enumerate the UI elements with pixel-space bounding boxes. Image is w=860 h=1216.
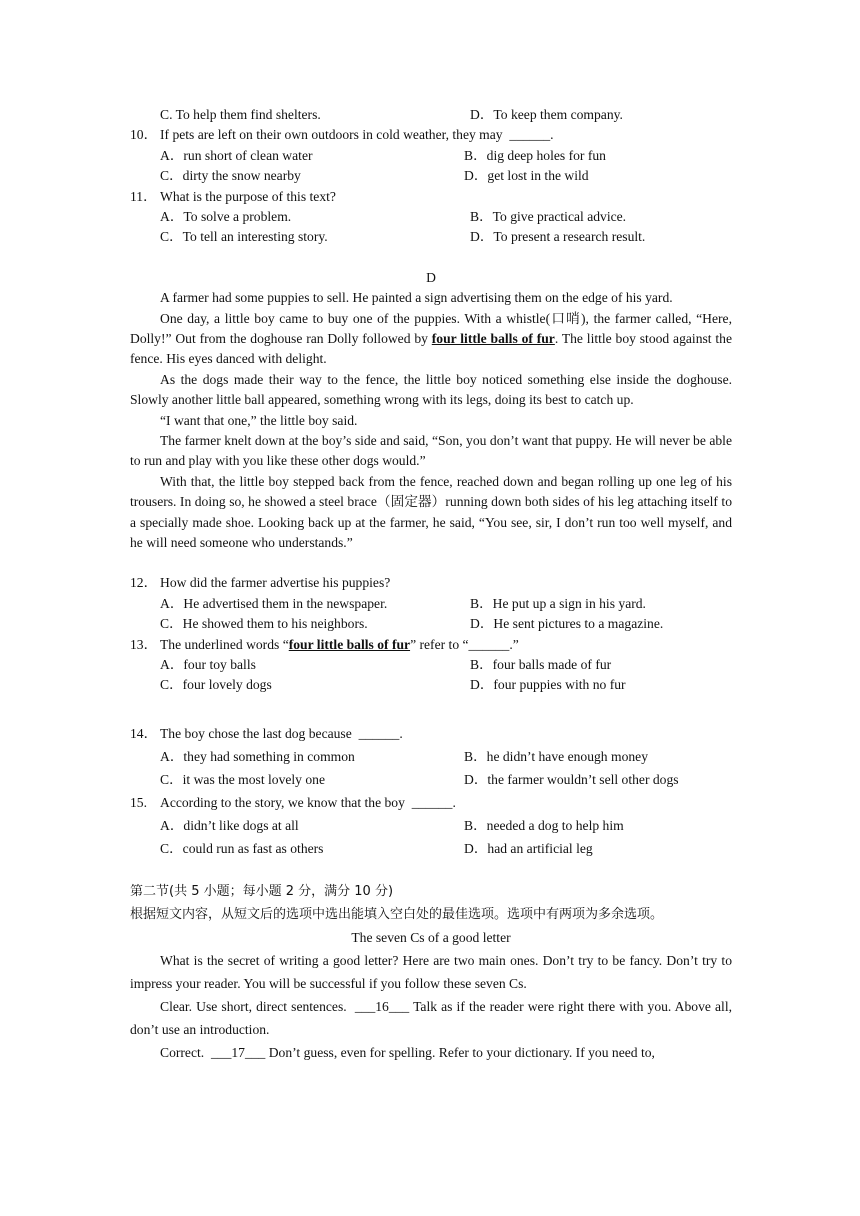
- q14-option-d[interactable]: D．the farmer wouldn’t sell other dogs: [464, 771, 679, 787]
- q14-option-c[interactable]: C．it was the most lovely one: [160, 771, 325, 787]
- q15-option-c[interactable]: C．could run as fast as others: [160, 840, 324, 856]
- q12-text: How did the farmer advertise his puppies?: [160, 575, 391, 591]
- q10-options-cd: [130, 166, 732, 186]
- section-2-title: The seven Cs of a good letter: [351, 929, 511, 945]
- q12-option-a[interactable]: A．He advertised them in the newspaper.: [160, 595, 388, 611]
- blank-17[interactable]: ___17___: [210, 1044, 266, 1060]
- section-2-paragraph-2: Clear. Use short, direct sentences. ___16___ Talk as if the reader were right there with you. Above all, don’t use an introduction.: [130, 998, 732, 1037]
- q10-option-a[interactable]: A．run short of clean water: [160, 147, 313, 163]
- document-page: [130, 105, 732, 1064]
- spacer: [130, 696, 732, 722]
- q14-text: The boy chose the last dog because ______.: [160, 725, 403, 741]
- q14-options-cd: [130, 768, 732, 791]
- q13-text: The underlined words “four little balls of fur” refer to “______.”: [160, 636, 519, 652]
- passage-d-paragraph-2: One day, a little boy came to buy one of the puppies. With a whistle(口哨), the farmer called, “Here, Dolly!” Out from the doghouse ran Dolly followed by four little balls of fur. The little boy stood against the fence. His eyes danced with delight.: [130, 310, 732, 367]
- q10-stem: [130, 125, 732, 145]
- q13-option-b[interactable]: B．four balls made of fur: [470, 656, 612, 672]
- passage-d-paragraph-4: “I want that one,” the little boy said.: [160, 412, 358, 428]
- q13-option-a[interactable]: A．four toy balls: [160, 656, 256, 672]
- q11-text: What is the purpose of this text?: [160, 188, 336, 204]
- q13-number: 13．: [130, 636, 158, 652]
- q14-number: 14．: [130, 725, 158, 741]
- q11-stem: [130, 187, 732, 207]
- q14-stem: [130, 722, 732, 745]
- q12-number: 12．: [130, 575, 158, 591]
- underlined-phrase: four little balls of fur: [431, 330, 555, 346]
- q11-options-cd: [130, 227, 732, 247]
- q14-option-a[interactable]: A．they had something in common: [160, 748, 355, 764]
- q15-number: 15.: [130, 794, 147, 810]
- q10-text: If pets are left on their own outdoors in cold weather, they may ______.: [160, 127, 554, 143]
- q13-stem: [130, 635, 732, 655]
- q13-option-c[interactable]: C．four lovely dogs: [160, 677, 272, 693]
- q13-blank: ______: [468, 636, 510, 652]
- q15-options-ab: [130, 814, 732, 837]
- q9-option-d[interactable]: D．To keep them company.: [470, 107, 623, 122]
- q11-option-d[interactable]: D．To present a research result.: [470, 229, 646, 245]
- q15-options-cd: [130, 837, 732, 860]
- section-2-heading: 第二节(共 5 小题；每小题 2 分，满分 10 分): [130, 883, 394, 899]
- q15-text: According to the story, we know that the boy ______.: [160, 794, 456, 810]
- q13-option-d[interactable]: D．four puppies with no fur: [470, 677, 626, 693]
- q11-number: 11．: [130, 188, 157, 204]
- spacer: [130, 860, 732, 880]
- q10-blank: ______: [509, 127, 551, 143]
- q10-option-c[interactable]: C．dirty the snow nearby: [160, 168, 301, 184]
- passage-d-paragraph-5: The farmer knelt down at the boy’s side and said, “Son, you don’t want that puppy. He will never be able to run and play with you like these other dogs would.”: [130, 432, 732, 469]
- q12-options-ab: [130, 594, 732, 614]
- q11-option-c[interactable]: C．To tell an interesting story.: [160, 229, 328, 245]
- q15-option-a[interactable]: A．didn’t like dogs at all: [160, 817, 299, 833]
- q11-option-a[interactable]: A．To solve a problem.: [160, 208, 292, 224]
- underlined-phrase: four little balls of fur: [288, 636, 411, 652]
- q9-option-c[interactable]: C. To help them find shelters.: [160, 107, 321, 122]
- q15-blank: ______: [411, 794, 453, 810]
- q12-stem: [130, 573, 732, 593]
- q10-options-ab: [130, 146, 732, 166]
- q14-blank: ______: [358, 725, 400, 741]
- passage-d-paragraph-3: As the dogs made their way to the fence, the little boy noticed something else inside the doghouse. Slowly another little ball appeared, something wrong with its legs, doing its best to catch up.: [130, 371, 732, 408]
- section-2-paragraph-3: Correct. ___17___ Don’t guess, even for spelling. Refer to your dictionary. If you need to,: [160, 1044, 655, 1060]
- q14-option-b[interactable]: B．he didn’t have enough money: [464, 748, 648, 764]
- passage-d-title: D: [426, 269, 436, 285]
- blank-16[interactable]: ___16___: [354, 998, 410, 1014]
- q12-option-c[interactable]: C．He showed them to his neighbors.: [160, 616, 368, 632]
- q15-option-b[interactable]: B．needed a dog to help him: [464, 817, 624, 833]
- spacer: [130, 553, 732, 573]
- q15-option-d[interactable]: D．had an artificial leg: [464, 840, 593, 856]
- passage-d-paragraph-1: A farmer had some puppies to sell. He painted a sign advertising them on the edge of his yard.: [160, 290, 673, 306]
- q11-options-ab: [130, 207, 732, 227]
- section-2-paragraph-1: What is the secret of writing a good letter? Here are two main ones. Don’t try to be fancy. Don’t try to impress your reader. You will be successful if you follow these seven Cs.: [130, 952, 732, 991]
- q12-option-d[interactable]: D．He sent pictures to a magazine.: [470, 616, 664, 632]
- section-2-instruction: 根据短文内容，从短文后的选项中选出能填入空白处的最佳选项。选项中有两项为多余选项。: [130, 906, 664, 922]
- q10-number: 10．: [130, 127, 158, 143]
- spacer: [130, 248, 732, 268]
- q13-options-cd: [130, 675, 732, 695]
- passage-d-paragraph-6: With that, the little boy stepped back from the fence, reached down and began rolling up one leg of his trousers. In doing so, he showed a steel brace（固定器）running down both sides of his leg attaching itself to a specially made shoe. Looking back up at the farmer, he said, “You see, sir, I don’t run too well myself, and he will need someone who understands.”: [130, 473, 732, 551]
- q10-option-d[interactable]: D．get lost in the wild: [464, 168, 589, 184]
- q15-stem: [130, 791, 732, 814]
- q12-option-b[interactable]: B．He put up a sign in his yard.: [470, 595, 646, 611]
- q11-option-b[interactable]: B．To give practical advice.: [470, 208, 627, 224]
- q13-options-ab: [130, 655, 732, 675]
- q12-options-cd: [130, 614, 732, 634]
- q9-options-cd: [130, 105, 732, 125]
- q14-options-ab: [130, 745, 732, 768]
- q10-option-b[interactable]: B．dig deep holes for fun: [464, 147, 606, 163]
